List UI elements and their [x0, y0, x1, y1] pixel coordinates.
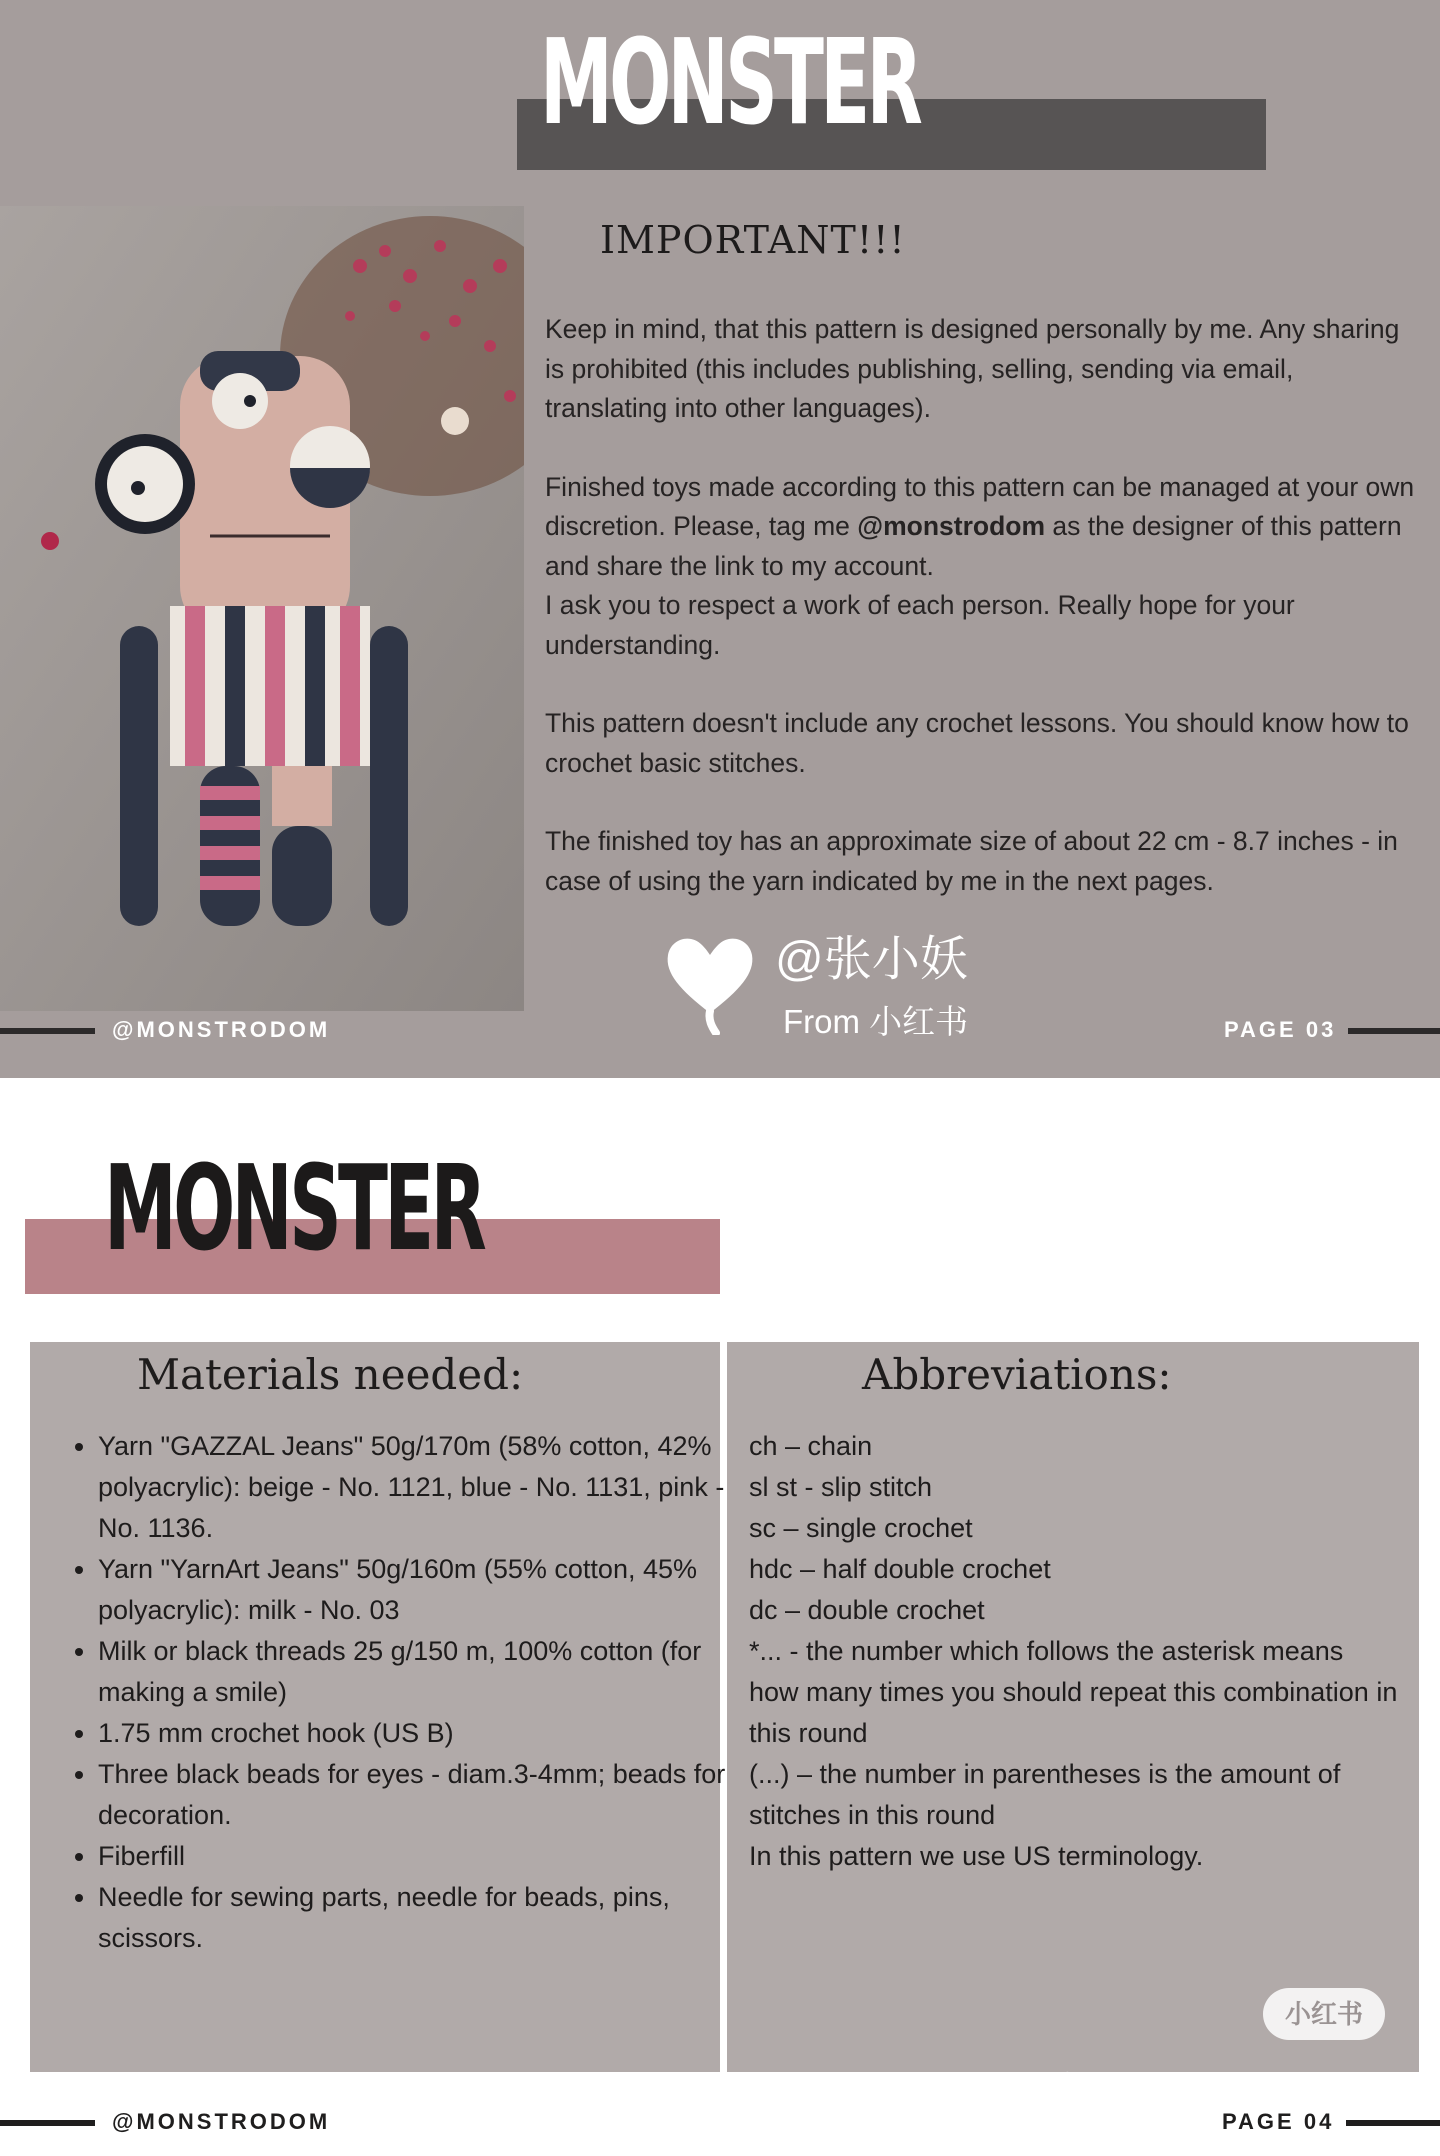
watermark-source: From 小红书: [783, 1003, 969, 1040]
abbreviations-panel: [727, 1342, 1419, 2072]
footer-handle: @MONSTRODOM: [112, 1017, 331, 1042]
list-item: sc – single crochet: [749, 1513, 973, 1543]
abbreviations-heading: Abbreviations:: [862, 1350, 1172, 1399]
notice-text: [545, 310, 1415, 940]
page-number: PAGE 04: [1222, 2109, 1335, 2134]
list-item: • Fiberfill: [98, 1836, 748, 1877]
paragraph-copyright: Keep in mind, that this pattern is designed personally by me. Any sharing is prohibited (this includes publishing, selling, sending via email, translating into other languages).: [545, 314, 1400, 423]
materials-list: [60, 1426, 748, 1959]
heart-icon: [660, 925, 760, 1040]
list-item: ch – chain: [749, 1431, 873, 1461]
list-item: • Three black beads for eyes - diam.3-4mm; beads for decoration.: [98, 1754, 748, 1836]
list-item: • Milk or black threads 25 g/150 m, 100% cotton (for making a smile): [98, 1631, 748, 1713]
page-title: MONSTER: [104, 1139, 484, 1277]
designer-handle: @monstrodom: [857, 511, 1046, 541]
list-item: (...) – the number in parentheses is the amount of stitches in this round: [749, 1759, 1341, 1830]
list-item: • Yarn "GAZZAL Jeans" 50g/170m (58% cotton, 42% polyacrylic): beige - No. 1121, blue - No. 1131, pink - No. 1136.: [98, 1426, 748, 1549]
monster-toy-photo: [0, 206, 524, 1011]
list-item: • Needle for sewing parts, needle for beads, pins, scissors.: [98, 1877, 748, 1959]
abbreviations-list: [749, 1426, 1399, 1877]
paragraph-toys: [545, 468, 1415, 587]
materials-heading: Materials needed:: [137, 1350, 524, 1399]
footer-handle: @MONSTRODOM: [112, 2109, 331, 2134]
xiaohongshu-id: 小红书号: 1133437612: [975, 2071, 1357, 2113]
paragraph-toys-text: Finished toys made according to this pattern can be managed at your own discretion. Please, tag me: [545, 471, 1415, 541]
paragraph-toys-text-end: as the designer of this pattern and share the link to my account.: [545, 511, 1402, 581]
list-item: • 1.75 mm crochet hook (US B): [98, 1713, 748, 1754]
paragraph-size: The finished toy has an approximate size of about 22 cm - 8.7 inches - in case of using the yarn indicated by me in the next pages.: [545, 826, 1398, 896]
list-item: • Yarn "YarnArt Jeans" 50g/160m (55% cotton, 45% polyacrylic): milk - No. 03: [98, 1549, 748, 1631]
page-title: MONSTER: [540, 13, 920, 151]
paragraph-lessons: This pattern doesn't include any crochet lessons. You should know how to crochet basic stitches.: [545, 708, 1409, 778]
list-item: sl st - slip stitch: [749, 1472, 933, 1502]
list-item: dc – double crochet: [749, 1595, 985, 1625]
footer-rule-right: [1346, 2120, 1440, 2126]
footer-rule-left: [0, 2120, 95, 2126]
page-number: PAGE 03: [1224, 1017, 1337, 1042]
footer-rule-left: [0, 1028, 95, 1034]
footer-rule-right: [1348, 1028, 1440, 1034]
paragraph-respect: I ask you to respect a work of each person. Really hope for your understanding.: [545, 590, 1295, 660]
xiaohongshu-badge: 小红书: [1263, 1988, 1385, 2040]
crochet-monster-illustration: [0, 206, 524, 1011]
list-item: *... - the number which follows the asterisk means how many times you should repeat this combination in this round: [749, 1636, 1398, 1748]
page-04: [0, 1078, 1440, 2156]
materials-panel: [30, 1342, 726, 2072]
important-heading: IMPORTANT!!!: [600, 218, 906, 262]
watermark-handle: @张小妖: [775, 933, 968, 986]
list-item: In this pattern we use US terminology.: [749, 1841, 1204, 1871]
list-item: hdc – half double crochet: [749, 1554, 1051, 1584]
